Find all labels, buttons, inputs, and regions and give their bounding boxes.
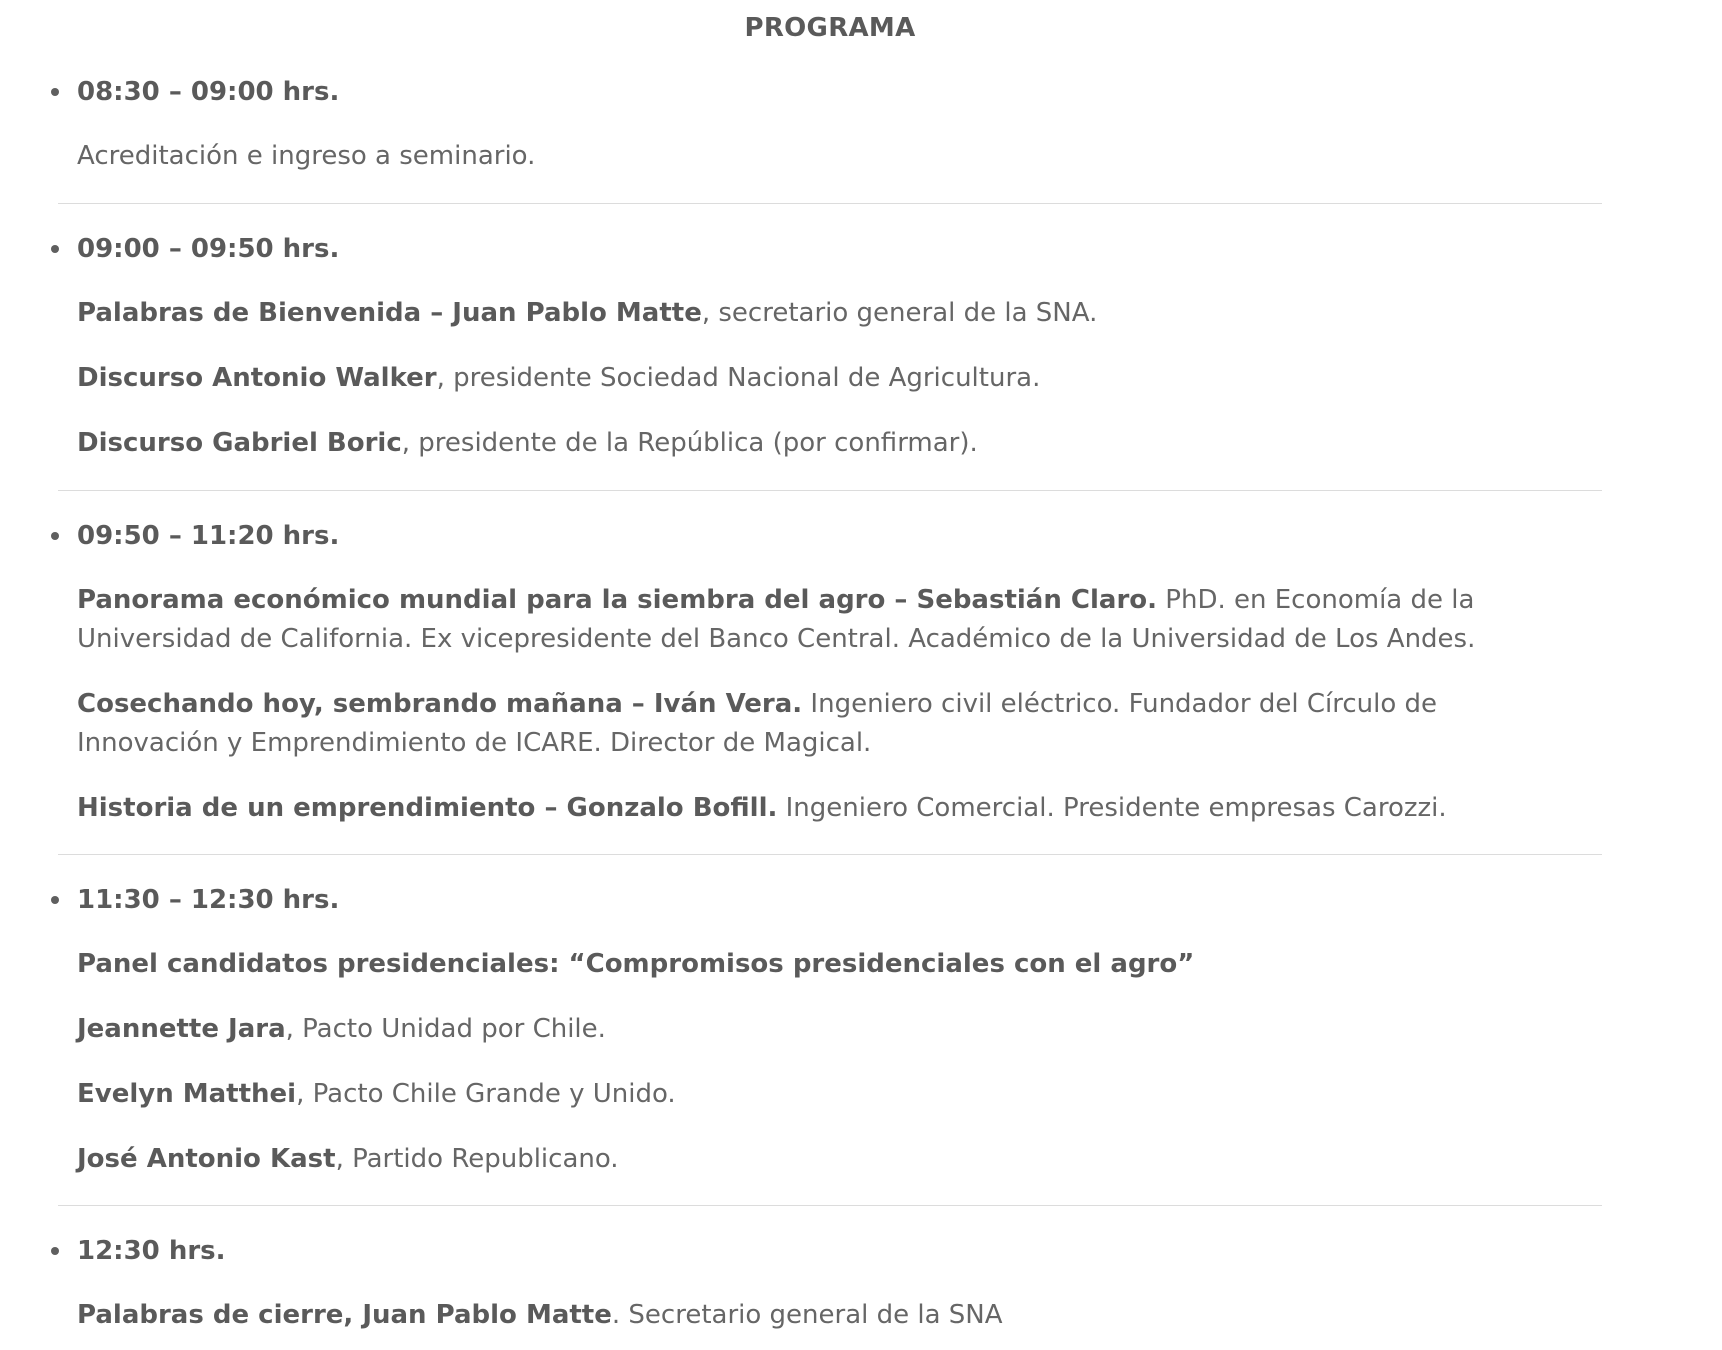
bullet-icon [51, 245, 59, 253]
session-item [77, 359, 1587, 398]
item-text: Ingeniero civil eléctrico. Fundador del Círculo de Innovación y Emprendimiento de ICARE. Director de Magical. [77, 689, 1438, 758]
item-text: , Pacto Unidad por Chile. [285, 1014, 606, 1044]
item-text: Acreditación e ingreso a seminario. [77, 141, 536, 171]
item-bold: Palabras de cierre, Juan Pablo Matte [77, 1300, 612, 1330]
session-time: 12:30 hrs. [77, 1236, 226, 1266]
bullet-icon [51, 532, 59, 540]
session-item [77, 294, 1587, 333]
session-item [77, 137, 1587, 176]
session-item [77, 685, 1587, 763]
item-bold: Discurso Gabriel Boric [77, 428, 402, 458]
divider [58, 1205, 1602, 1206]
session-item [77, 1296, 1587, 1335]
item-bold: Palabras de Bienvenida – Juan Pablo Matte [77, 298, 702, 328]
session-item [77, 789, 1587, 828]
session-time: 08:30 – 09:00 hrs. [77, 77, 340, 107]
item-text: Ingeniero Comercial. Presidente empresas Carozzi. [777, 793, 1447, 823]
item-bold: Jeannette Jara [77, 1014, 286, 1044]
item-text: , presidente de la República (por confirmar). [401, 428, 978, 458]
session-time: 09:00 – 09:50 hrs. [77, 234, 340, 264]
session-item [77, 945, 1587, 984]
session-item [77, 1075, 1587, 1114]
item-text: PhD. en Economía de la Universidad de California. Ex vicepresidente del Banco Central. Académico de la Universidad de Los Andes. [77, 585, 1476, 654]
session-item [77, 424, 1587, 463]
item-text: , presidente Sociedad Nacional de Agricultura. [436, 363, 1041, 393]
item-bold: Historia de un emprendimiento – Gonzalo Bofill. [77, 793, 778, 823]
session-time: 09:50 – 11:20 hrs. [77, 521, 340, 551]
bullet-icon [51, 896, 59, 904]
session-time: 11:30 – 12:30 hrs. [77, 885, 340, 915]
item-bold: Evelyn Matthei [77, 1079, 297, 1109]
item-bold: Panorama económico mundial para la siembra del agro – Sebastián Claro. [77, 585, 1158, 615]
item-bold: José Antonio Kast [77, 1144, 336, 1174]
bullet-icon [51, 1247, 59, 1255]
divider [58, 203, 1602, 204]
session-item [77, 1140, 1587, 1179]
item-bold: Cosechando hoy, sembrando mañana – Iván Vera. [77, 689, 803, 719]
session-item [77, 581, 1587, 659]
item-text: , Pacto Chile Grande y Unido. [296, 1079, 676, 1109]
item-bold: Discurso Antonio Walker [77, 363, 437, 393]
item-text: . Secretario general de la SNA [611, 1300, 1003, 1330]
divider [58, 854, 1602, 855]
divider [58, 490, 1602, 491]
item-text: , secretario general de la SNA. [701, 298, 1098, 328]
session-item [77, 1010, 1587, 1049]
item-bold: Panel candidatos presidenciales: “Compromisos presidenciales con el agro” [77, 949, 1195, 979]
bullet-icon [51, 88, 59, 96]
item-text: , Partido Republicano. [335, 1144, 619, 1174]
page-title: PROGRAMA [744, 13, 916, 43]
